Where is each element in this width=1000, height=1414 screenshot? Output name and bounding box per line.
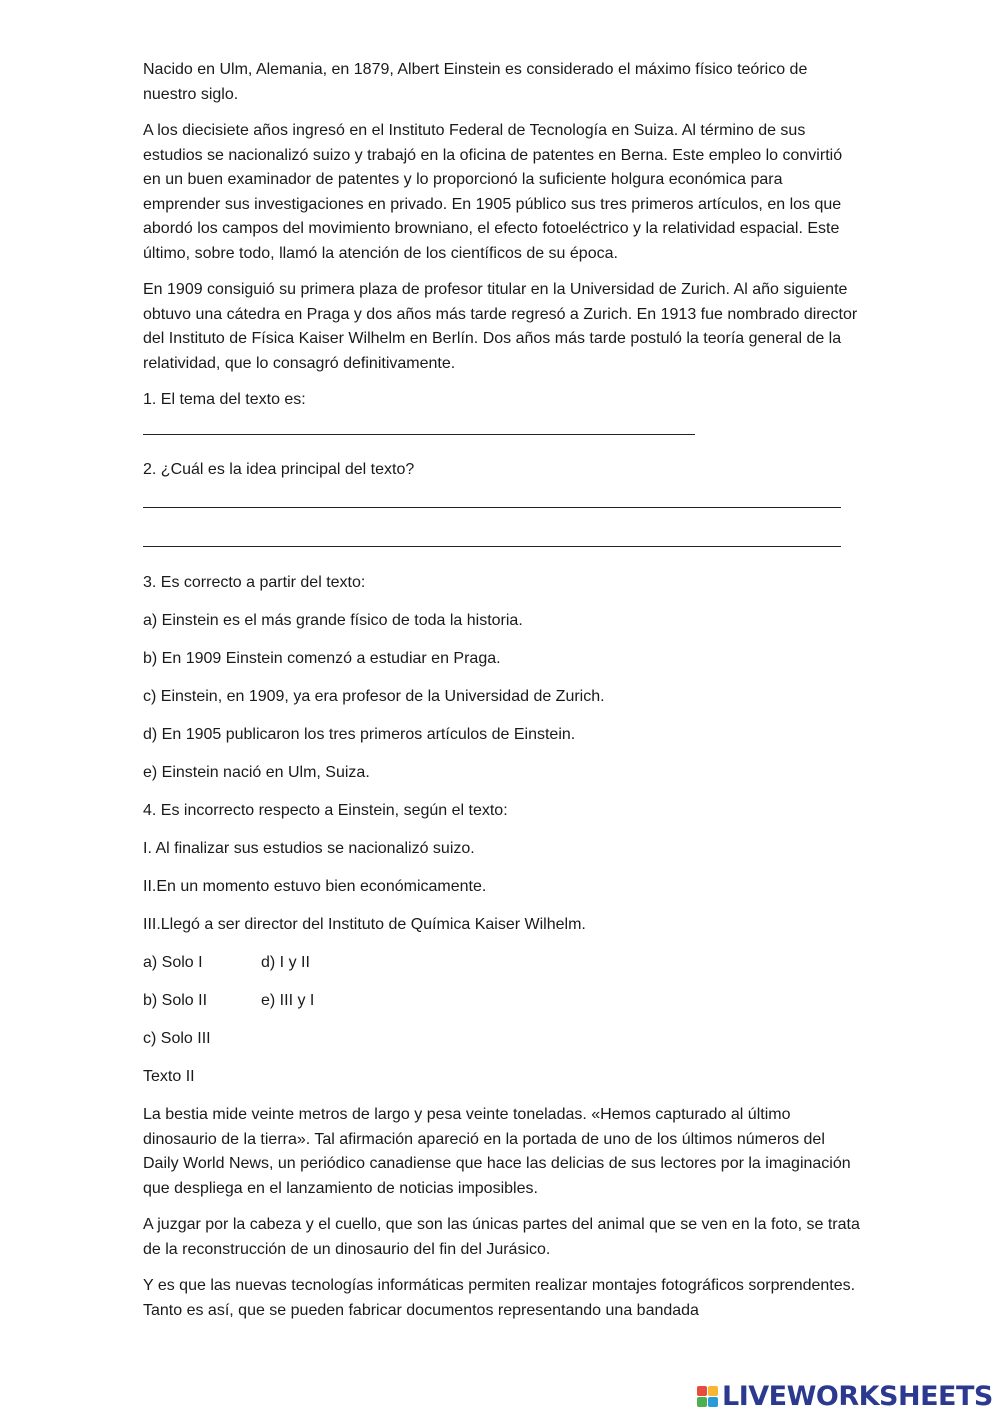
liveworksheets-logo xyxy=(697,1378,993,1414)
q4-options-row-3 xyxy=(143,1027,863,1052)
answer-line-q1[interactable] xyxy=(143,433,695,435)
logo-square-red xyxy=(697,1386,707,1396)
q3-option-a[interactable]: a) Einstein es el más grande físico de toda la historia. xyxy=(143,612,523,629)
q3-option-e[interactable]: e) Einstein nació en Ulm, Suiza. xyxy=(143,764,370,781)
text1-paragraph-2: A los diecisiete años ingresó en el Instituto Federal de Tecnología en Suiza. Al término de sus estudios se nacionalizó suizo y trabajó en la oficina de patentes en Berna. Este empleo lo convirtió en un buen examinador de patentes y lo proporcionó la suficiente holgura económica para emprender sus investigaciones en privado. En 1905 público sus tres primeros artículos, en los que abordó los campos del movimiento browniano, el efecto fotoeléctrico y la relatividad espacial. Este último, sobre todo, llamó la atención de los científicos de su época. xyxy=(143,122,843,262)
text2-paragraph-1: La bestia mide veinte metros de largo y pesa veinte toneladas. «Hemos capturado al último dinosaurio de la tierra». Tal afirmación apareció en la portada de uno de los últimos números del Daily World News, un periódico canadiense que hace las delicias de sus lectores por la imaginación que despliega en el lanzamiento de noticias imposibles. xyxy=(143,1106,851,1197)
worksheet-page xyxy=(143,58,863,1335)
text1-paragraph-3: En 1909 consiguió su primera plaza de profesor titular en la Universidad de Zurich. Al año siguiente obtuvo una cátedra en Praga y dos años más tarde regresó a Zurich. En 1913 fue nombrado director del Instituto de Física Kaiser Wilhelm en Berlín. Dos años más tarde postuló la teoría general de la relatividad, que lo consagró definitivamente. xyxy=(143,281,858,372)
text2-title: Texto II xyxy=(143,1068,195,1085)
logo-mark-icon xyxy=(697,1386,718,1407)
q3-option-c[interactable]: c) Einstein, en 1909, ya era profesor de la Universidad de Zurich. xyxy=(143,688,605,705)
q4-statement-1: I. Al finalizar sus estudios se nacionalizó suizo. xyxy=(143,840,475,857)
q4-statement-3: III.Llegó a ser director del Instituto de Química Kaiser Wilhelm. xyxy=(143,916,586,933)
question-1: 1. El tema del texto es: xyxy=(143,391,306,408)
question-3: 3. Es correcto a partir del texto: xyxy=(143,574,366,591)
logo-square-blue xyxy=(708,1397,718,1407)
text1-paragraph-1: Nacido en Ulm, Alemania, en 1879, Albert Einstein es considerado el máximo físico teórico de nuestro siglo. xyxy=(143,61,808,103)
question-2: 2. ¿Cuál es la idea principal del texto? xyxy=(143,460,415,478)
q4-options-row-2 xyxy=(143,989,863,1014)
logo-square-green xyxy=(697,1397,707,1407)
question-4: 4. Es incorrecto respecto a Einstein, según el texto: xyxy=(143,802,508,819)
q4-option-d[interactable]: d) I y II xyxy=(261,954,310,971)
q4-option-c[interactable]: c) Solo III xyxy=(143,1030,211,1047)
text2-paragraph-2: A juzgar por la cabeza y el cuello, que son las únicas partes del animal que se ven en la foto, se trata de la reconstrucción de un dinosaurio del fin del Jurásico. xyxy=(143,1216,860,1258)
logo-square-yellow xyxy=(708,1386,718,1396)
q4-option-e[interactable]: e) III y I xyxy=(261,992,315,1009)
q3-option-b[interactable]: b) En 1909 Einstein comenzó a estudiar en Praga. xyxy=(143,650,501,667)
q4-statement-2: II.En un momento estuvo bien económicamente. xyxy=(143,878,487,895)
q4-option-a[interactable]: a) Solo I xyxy=(143,954,203,971)
answer-line-q2-1[interactable] xyxy=(143,506,841,508)
answer-line-q2-2[interactable] xyxy=(143,545,841,547)
q4-options-row-1 xyxy=(143,951,863,976)
logo-text: LIVEWORKSHEETS xyxy=(722,1380,993,1412)
text2-paragraph-3: Y es que las nuevas tecnologías informáticas permiten realizar montajes fotográficos sorprendentes. Tanto es así, que se pueden fabricar documentos representando una bandada xyxy=(143,1277,856,1319)
q4-option-b[interactable]: b) Solo II xyxy=(143,992,208,1009)
q3-option-d[interactable]: d) En 1905 publicaron los tres primeros artículos de Einstein. xyxy=(143,726,576,743)
